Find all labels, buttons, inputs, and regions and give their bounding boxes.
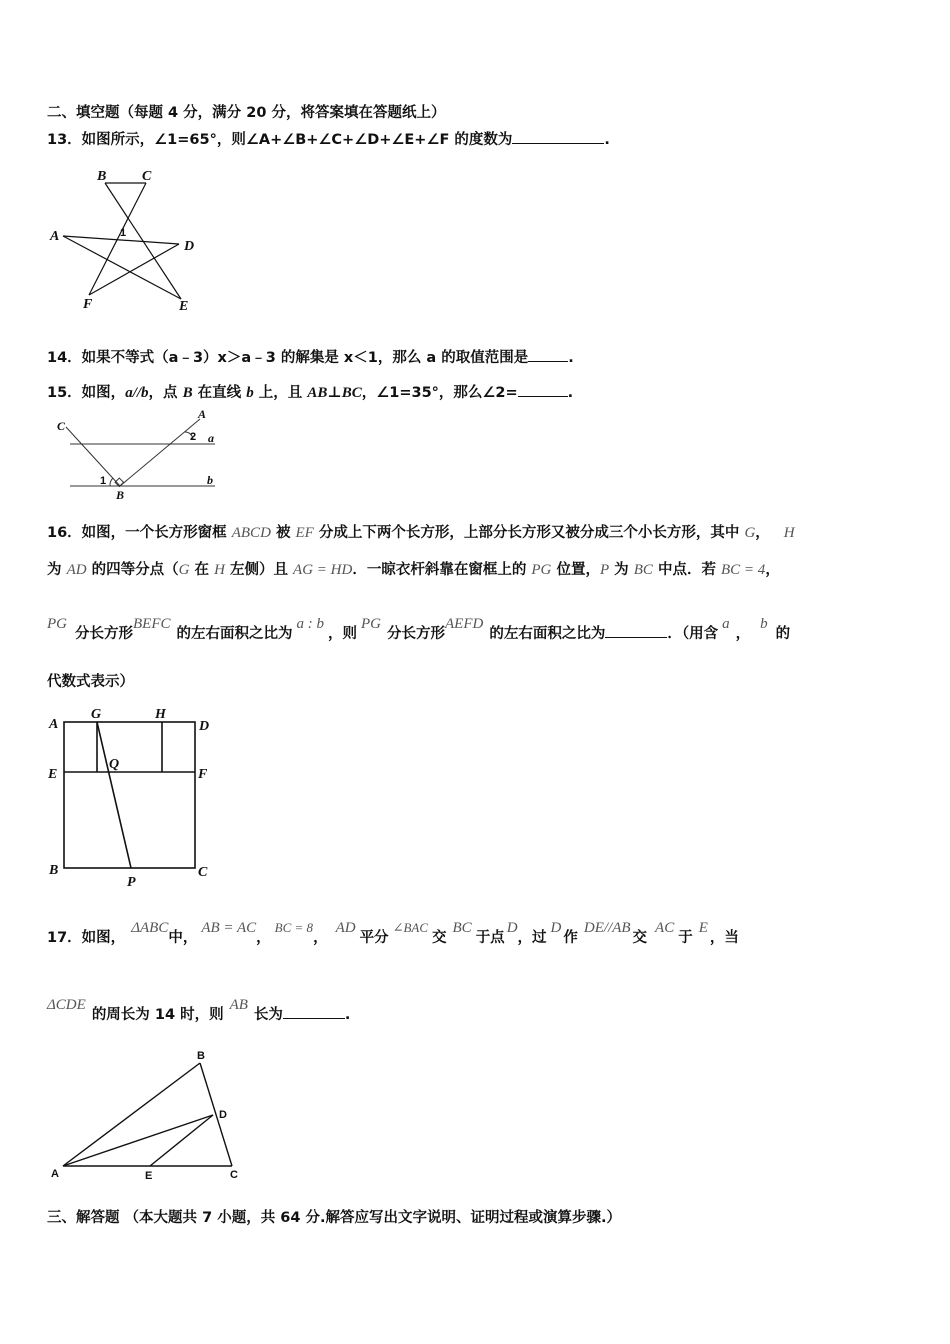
question-17-line-1: 17．如图，ΔABC中，AB = AC，BC = 8，AD平分∠BAC交BC于点D，过D作DE//AB交AC于E，当 [47,920,739,946]
segment-CB [66,427,120,486]
label-Q: Q [109,757,120,772]
label-F: F [198,767,208,782]
label-G: G [91,707,102,722]
figure-q17-triangle [45,1045,255,1185]
segment-PG [97,722,131,868]
label-A: A [198,407,207,421]
question-17-line-2: ΔCDE的周长为 14 时，则AB长为 . [47,997,351,1023]
label-D: D [184,239,195,254]
label-angle-2: 2 [190,431,197,443]
label-a: a [208,431,214,445]
label-B: B [49,863,59,878]
question-14: 14．如果不等式（a﹣3）x＞a﹣3 的解集是 x＜1，那么 a 的取值范围是 . [47,346,574,368]
label-H: H [155,707,166,722]
label-angle-1: 1 [120,227,127,239]
figure-q13-star [45,160,205,315]
label-D: D [219,1109,227,1121]
segment-AB [63,1063,200,1166]
label-B: B [197,1050,205,1062]
label-E: E [145,1170,153,1182]
figure-q16-window-frame [45,702,220,892]
section-3-title: 三、解答题 （本大题共 7 小题，共 64 分.解答应写出文字说明、证明过程或演算步骤.） [47,1210,622,1226]
label-angle-1: 1 [100,475,107,487]
answer-blank-13[interactable] [512,128,604,144]
figure-q15-parallel-lines [50,405,225,500]
segment-AD [63,1115,213,1166]
answer-blank-16[interactable] [605,622,667,638]
label-E: E [48,767,58,782]
label-C: C [57,419,66,433]
label-F: F [83,297,93,312]
question-16-line-2: 为 AD 的四等分点（G 在 H 左侧）且 AG = HD．一晾衣杆斜靠在窗框上的 PG 位置，P 为 BC 中点．若 BC = 4， [47,562,780,578]
question-16-line-4: 代数式表示） [47,674,134,690]
label-C: C [198,865,208,880]
label-B: B [97,169,107,184]
answer-blank-14[interactable] [528,346,568,362]
label-C: C [142,169,152,184]
question-16-line-3: PG分长方形BEFC的左右面积之比为a : b，则PG分长方形AEFD的左右面积之比为 ．（用含a，b的 [47,616,791,642]
label-P: P [127,875,136,890]
segment-BA [120,419,200,486]
segment-DE [150,1115,213,1166]
label-A: A [49,717,59,732]
rect-ABCD [64,722,195,868]
section-2-title: 二、填空题（每题 4 分，满分 20 分，将答案填在答题纸上） [47,105,446,121]
label-D: D [199,719,210,734]
label-E: E [179,299,189,314]
question-13: 13．如图所示，∠1=65°，则∠A+∠B+∠C+∠D+∠E+∠F 的度数为 . [47,128,610,150]
answer-blank-15[interactable] [518,381,568,397]
label-A: A [51,1168,59,1180]
segment-AE [63,236,181,299]
question-15: 15．如图，a//b，点 B 在直线 b 上，且 AB⊥BC，∠1=35°，那么∠2= . [47,381,573,403]
label-B: B [116,488,125,500]
answer-blank-17[interactable] [283,1003,345,1019]
label-C: C [230,1169,238,1181]
label-A: A [50,229,60,244]
arc-angle-1 [110,478,113,486]
question-16-line-1: 16．如图，一个长方形窗框 ABCD 被 EF 分成上下两个长方形，上部分长方形又被分成三个小长方形，其中 G， H [47,525,795,541]
label-b: b [207,473,213,487]
segment-BC [200,1063,232,1166]
